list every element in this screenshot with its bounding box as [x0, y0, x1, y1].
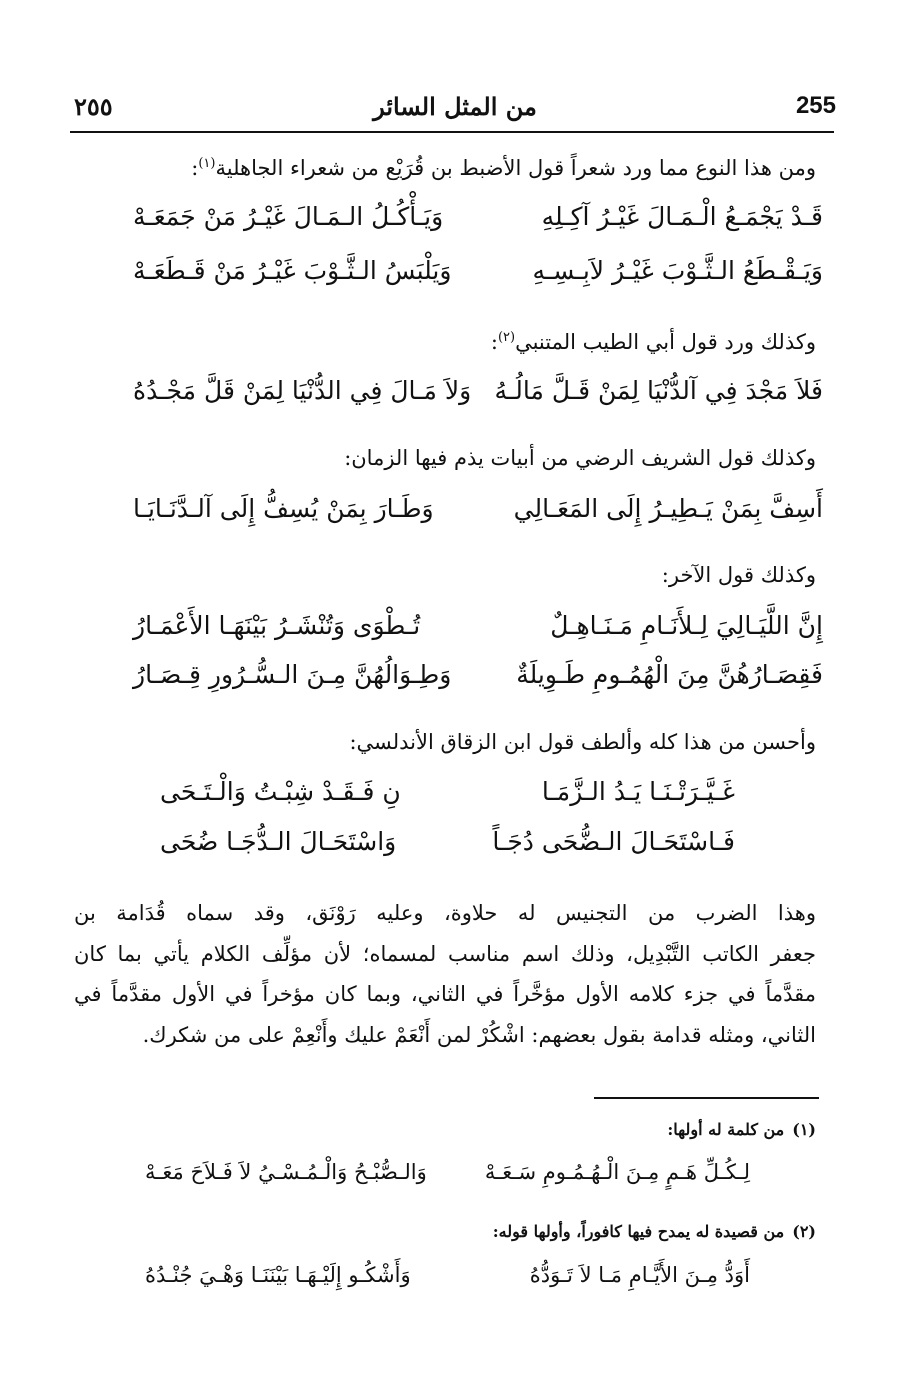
verse-first-hemistich: قَـدْ يَجْمَـعُ الْـمَـالَ غَيْـرُ آكِـلِهِ: [541, 202, 823, 231]
intro-colon: :: [490, 330, 498, 354]
verse-second-hemistich: وَأَشْكُـو إِلَيْـهَـا بَيْنَنَـا وَهْـيَ جُنْـدُهُ: [145, 1263, 411, 1287]
page-header: [70, 92, 840, 128]
verse-first-hemistich: فَـاسْتَحَـالَ الـضُّحَى دُجَـاً: [492, 827, 735, 856]
verse-second-hemistich: تُـطْوَى وَتُنْشَـرُ بَيْنَهَـا الأَعْمَـارُ: [133, 611, 421, 640]
footnote-rule: [594, 1097, 819, 1099]
intro-line-3: وكذلك قول الشريف الرضي من أبيات يذم فيها الزمان:: [344, 446, 816, 470]
paragraph-line: مقدَّماً في جزء كلامه الأول مؤخَّراً في الثاني، وبما كان مؤخراً في الأول مقدَّماً في: [74, 982, 816, 1006]
paragraph-line: الثاني، ومثله قدامة بقول بعضهم: اشْكُرْ لمن أَنْعَمْ عليك وأَنْعِمْ على من شكرك.: [142, 1022, 816, 1047]
footnote-marker: (٢): [792, 1222, 816, 1241]
verse-5: [133, 611, 823, 645]
verse-second-hemistich: وَيَـأْكُـلُ الـمَـالَ غَيْـرُ مَنْ جَمَعَـهْ: [133, 202, 444, 231]
footnote-marker: (١): [792, 1120, 816, 1139]
paragraph-line: جعفر الكاتب التَّبْدِيل، وذلك اسم مناسب لمسماه؛ لأن مؤلِّف الكلام يأتي بما كان: [74, 941, 816, 966]
footnote-text: من كلمة له أولها:: [667, 1120, 785, 1139]
verse-1: [133, 202, 823, 236]
intro-text: وكذلك ورد قول أبي الطيب المتنبي: [515, 330, 816, 354]
page-number-arabic: ٢٥٥: [74, 92, 113, 121]
footnote-2-verse: [145, 1263, 750, 1293]
footnote-ref-1: (١): [198, 156, 216, 171]
verse-3: [133, 376, 823, 410]
intro-line-1: [191, 156, 816, 180]
intro-text: ومن هذا النوع مما ورد شعراً قول الأضبط بن قُرَيْع من شعراء الجاهلية: [215, 156, 816, 180]
intro-line-2: [491, 330, 816, 354]
verse-6: [133, 660, 823, 694]
verse-first-hemistich: فَقِصَـارُهُنَّ مِنَ الْهُمُـومِ طَـوِيلَةٌ: [516, 660, 823, 689]
verse-second-hemistich: وَيَلْبَسُ الـثَّـوْبَ غَيْـرُ مَنْ قَـطَعَـهْ: [133, 256, 452, 285]
verse-second-hemistich: وَاسْتَحَـالَ الـدُّجَـا ضُحَى: [160, 827, 397, 856]
header-rule: [70, 131, 834, 133]
verse-second-hemistich: وَطَـارَ بِمَنْ يُسِفُّ إِلَى آلـدَّنَـايَـا: [133, 494, 434, 523]
verse-second-hemistich: نِ فَـقَـدْ شِبْـتُ وَالْـتَـحَى: [160, 777, 401, 806]
verse-4: [133, 494, 823, 528]
verse-first-hemistich: لِـكُـلِّ هَـمٍ مِـنَ الْـهُـمُـومِ سَـعَـهْ: [484, 1160, 750, 1184]
verse-second-hemistich: وَلاَ مَـالَ فِي الدُّنْيَا لِمَنْ قَلَّ مَجْـدُهُ: [133, 376, 472, 405]
paragraph-line: وهذا الضرب من التجنيس له حلاوة، وعليه رَوْنَق، وقد سماه قُدَامة بن: [74, 901, 816, 925]
footnote-1: [667, 1120, 816, 1139]
intro-line-4: وكذلك قول الآخر:: [661, 563, 816, 587]
verse-7: [160, 777, 735, 811]
verse-first-hemistich: فَلاَ مَجْدَ فِي آلدُّنْيَا لِمَنْ قَـلَّ مَالُـهُ: [494, 376, 823, 405]
verse-first-hemistich: إِنَّ اللَّيَـالِيَ لِـلأَنَـامِ مَـنَـاهِـلٌ: [550, 611, 823, 640]
verse-2: [133, 256, 823, 290]
verse-first-hemistich: غَـيَّـرَتْـنَـا يَـدُ الـزَّمَـا: [541, 777, 735, 806]
intro-line-5: وأحسن من هذا كله وألطف قول ابن الزقاق الأندلسي:: [349, 730, 816, 754]
verse-second-hemistich: وَطِـوَالُهُنَّ مِـنَ الـسُّـرُورِ قِـصَـارُ: [133, 660, 452, 689]
body-paragraph: [74, 893, 816, 1055]
verse-first-hemistich: أَسِفَّ بِمَنْ يَـطِيـرُ إِلَى المَعَـالِي: [513, 494, 823, 523]
verse-8: [160, 827, 735, 861]
footnote-2: [493, 1222, 816, 1241]
footnote-ref-2: (٢): [497, 330, 516, 345]
verse-first-hemistich: وَيَـقْـطَعُ الـثَّـوْبَ غَيْـرُ لاَبِـسِـهِ: [532, 256, 823, 285]
verse-second-hemistich: وَالـصُّبْـحُ وَالْـمُـسْـيُ لاَ فَـلاَحَ مَعَـهْ: [145, 1160, 427, 1184]
running-title: من المثل السائر: [373, 92, 537, 121]
intro-colon: :: [191, 156, 199, 180]
verse-first-hemistich: أَوَدُّ مِـنَ الأَيَّـامِ مَـا لاَ تَـوَدُّهُ: [529, 1263, 750, 1287]
footnote-text: من قصيدة له يمدح فيها كافوراً، وأولها قوله:: [492, 1222, 785, 1241]
page-number: 255: [795, 92, 836, 119]
footnote-1-verse: [145, 1160, 750, 1190]
